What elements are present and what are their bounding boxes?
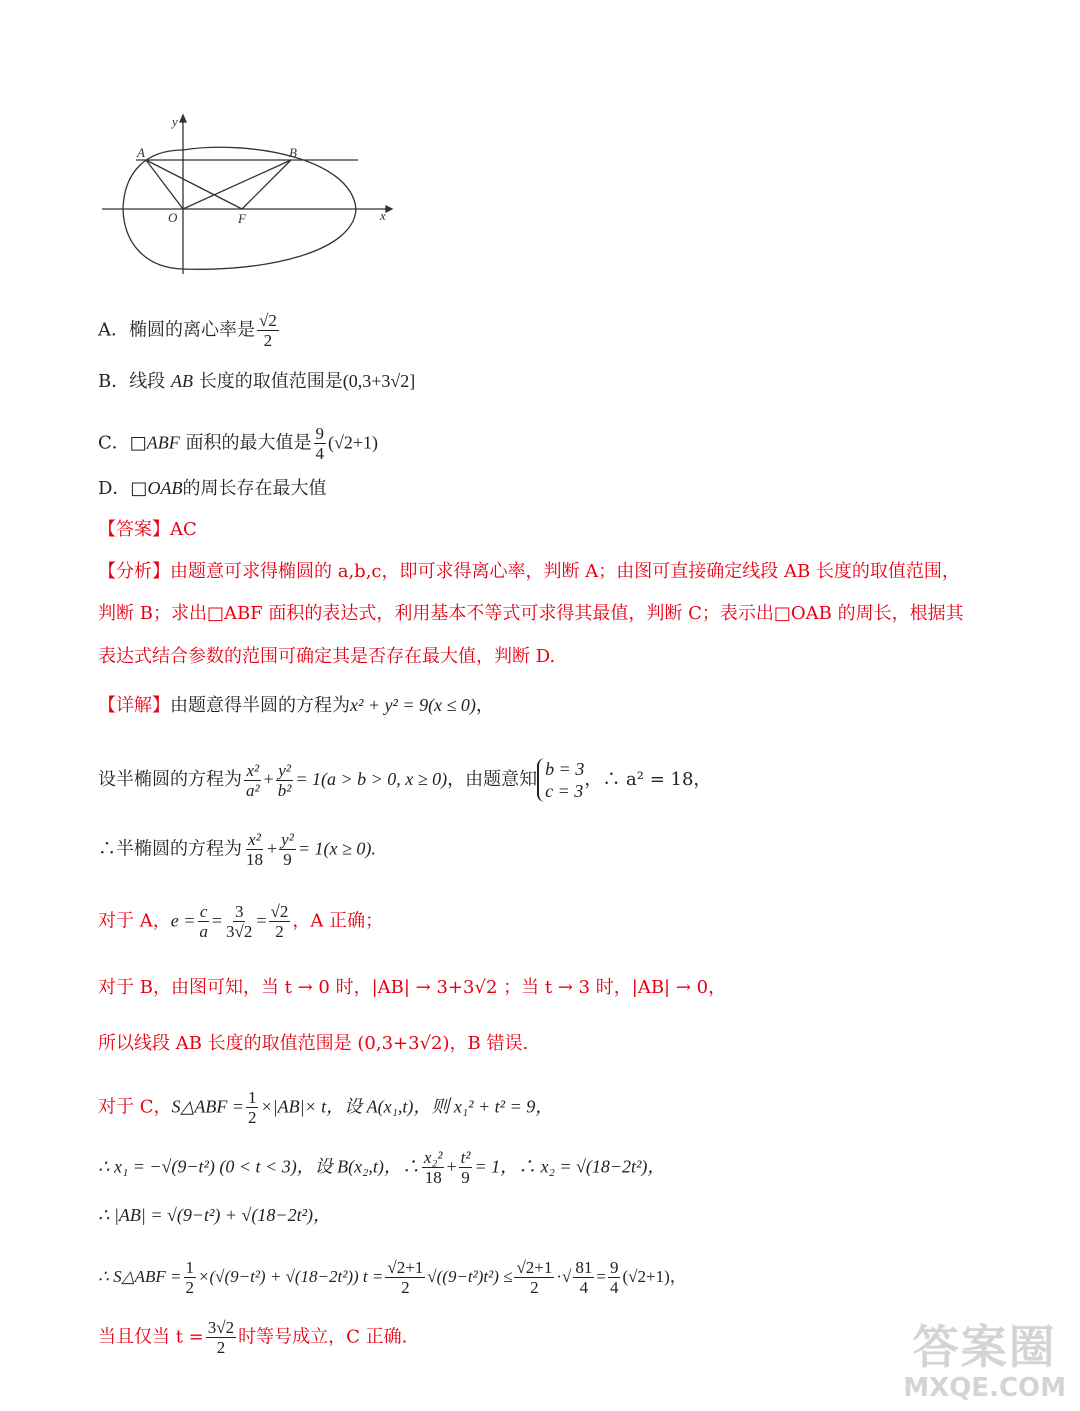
analysis-line-2: 判断 B；求出□ABF 面积的表达式，利用基本不等式可求得其最值，判断 C；表示出□OAB 的周长，根据其 (98, 603, 964, 624)
y-axis-arrow (180, 115, 186, 122)
analysis-line-1: 【分析】由题意可求得椭圆的 a,b,c，即可求得离心率，判断 A；由图可直接确定线段 AB 长度的取值范围， (98, 561, 960, 582)
label-b: B (289, 145, 297, 160)
segment-ao (146, 160, 183, 209)
watermark-cn: 答案圈 (912, 1320, 1057, 1374)
segment-af (146, 160, 242, 209)
detail-line-7: 对于 C，S△ABF = $\frac{1}{2}$ ×|AB|× t，设 A(x₁,t)，则 x₁² + t² = 9， (98, 1088, 554, 1127)
detail-line-1: 【详解】由题意得半圆的方程为x² + y² = 9(x ≤ 0)， (98, 695, 494, 716)
x-axis-arrow (386, 206, 392, 212)
detail-line-6: 所以线段 AB 长度的取值范围是 (0,3+3√2)，B 错误. (98, 1033, 529, 1054)
analysis-line-3: 表达式结合参数的范围可确定其是否存在最大值，判断 D. (98, 646, 556, 667)
label-y: y (172, 114, 178, 129)
option-a: A．椭圆的离心率是 $\frac{√2}{2}$ (98, 311, 277, 350)
detail-line-5: 对于 B，由图可知，当 t → 0 时，|AB| → 3+3√2 ；当 t → 3 时，|AB| → 0， (98, 977, 727, 998)
segment-bo (183, 160, 291, 209)
detail-line-4: 对于 A，e = $\frac{c}{a}$ = $\frac{3}{3√2}$ = $\frac{√2}{2}$ ，A 正确； (98, 902, 384, 941)
curve-half-ellipse (183, 147, 356, 269)
label-x: x (380, 208, 386, 223)
option-d: D．□OAB的周长存在最大值 (98, 478, 327, 499)
system-brace: b = 3 c = 3 (537, 758, 584, 802)
label-a: A (137, 145, 145, 160)
detail-line-2: 设半椭圆的方程为 $\frac{\text{x²}}{\text{a²}}$ + $\frac{\text{y²}}{\text{b²}}$ = 1(a > b > 0, x ≥ 0)，由题意知 b = 3 c = 3 ，∴ a² = 18， (98, 759, 712, 801)
option-c: C．□ABF 面积的最大值是 $\frac{9}{4}$ (√2+1) (98, 424, 379, 463)
detail-line-11: 当且仅当 t = $\frac{3√2}{2}$ 时等号成立，C 正确. (98, 1318, 408, 1357)
answer-label: 【答案】AC (98, 519, 197, 540)
watermark-url: MXQE.COM (903, 1373, 1066, 1403)
label-o: O (168, 210, 178, 225)
detail-line-3: ∴半椭圆的方程为 $\frac{\text{x²}}{18}$ + $\frac{\text{y²}}{9}$ = 1(x ≥ 0). (98, 830, 376, 869)
detail-line-10: ∴ S△ABF = $\frac{1}{2}$ ×(√(9−t²) + √(18−2t²)) t = $\frac{√2+1}{2}$ √((9−t²)t²) ≤ $\frac{√2+1}{2}$ ·√ $\frac{81}{4}$ = $\frac{9}{4}$ (√2+1)， (98, 1258, 687, 1297)
detail-line-9: ∴ |AB| = √(9−t²) + √(18−2t²)， (98, 1205, 331, 1225)
detail-line-8: ∴ x₁ = −√(9−t²) (0 < t < 3)，设 B(x₂,t)，∴ $\frac{\text{x₂²}}{18}$ + $\frac{\text{t²}}{9}$ = 1，∴ x₂ = √(18−2t²)， (98, 1148, 666, 1187)
option-b: B．线段 AB 长度的取值范围是(0,3+3√2] (98, 371, 416, 392)
ellipse-figure (96, 112, 396, 282)
label-f: F (238, 211, 246, 226)
watermark (903, 1321, 1066, 1403)
segment-bf (242, 160, 291, 209)
option-a-frac: $\frac{√2}{2}$ (259, 311, 277, 350)
